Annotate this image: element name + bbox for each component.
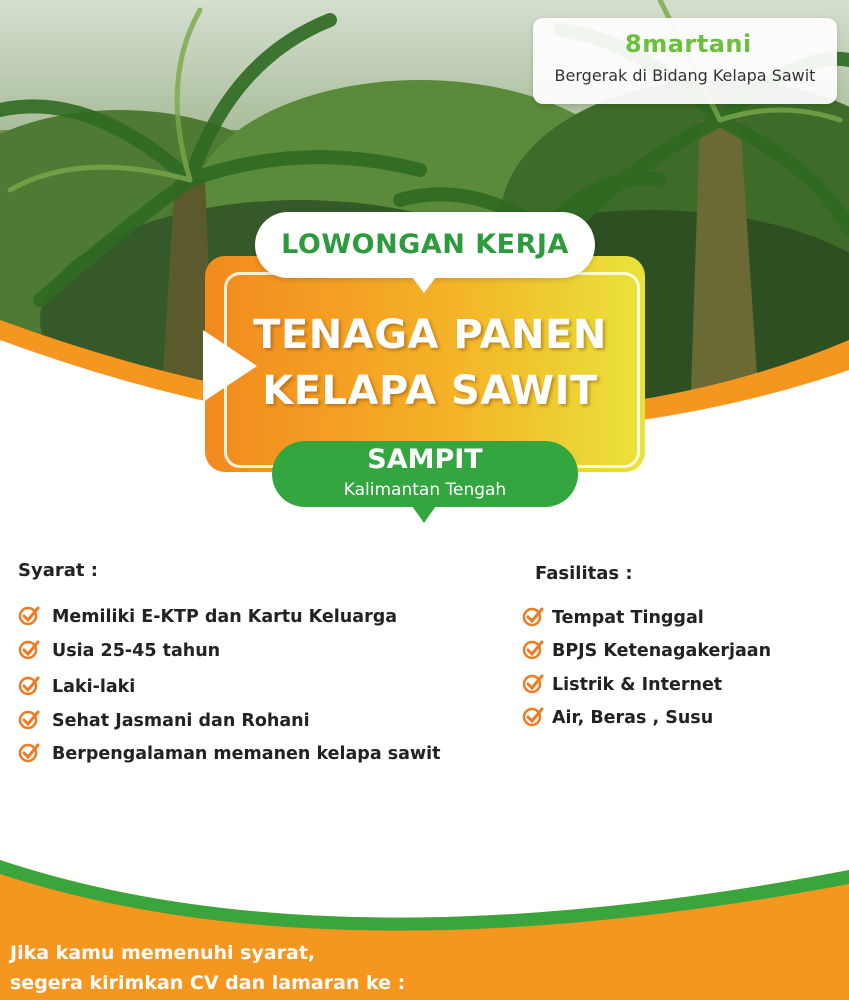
list-item: Tempat Tinggal xyxy=(522,605,704,628)
job-title-line-2: KELAPA SAWIT xyxy=(262,368,598,414)
list-item: Air, Beras , Susu xyxy=(522,705,713,728)
check-circle-icon xyxy=(522,638,544,660)
location-region: Kalimantan Tengah xyxy=(343,480,507,500)
job-title-line-1: TENAGA PANEN xyxy=(253,312,607,358)
badge-pointer xyxy=(412,277,436,293)
check-circle-icon xyxy=(522,605,544,627)
job-vacancy-badge xyxy=(255,212,595,278)
facilities-heading: Fasilitas : xyxy=(535,563,633,584)
check-circle-icon xyxy=(522,672,544,694)
requirements-heading: Syarat : xyxy=(18,560,98,581)
cta-line-2: segera kirimkan CV dan lamaran ke : xyxy=(10,972,406,994)
check-circle-icon xyxy=(18,708,40,730)
check-circle-icon xyxy=(18,604,40,626)
list-item: Berpengalaman memanen kelapa sawit xyxy=(18,741,441,764)
check-circle-icon xyxy=(18,674,40,696)
check-circle-icon xyxy=(522,705,544,727)
brand-box xyxy=(533,18,837,104)
list-item: BPJS Ketenagakerjaan xyxy=(522,638,771,661)
brand-logo: 8martani xyxy=(625,30,752,58)
list-item: Sehat Jasmani dan Rohani xyxy=(18,708,310,731)
cta-line-1: Jika kamu memenuhi syarat, xyxy=(10,942,316,964)
list-item: Laki-laki xyxy=(18,674,135,697)
check-circle-icon xyxy=(18,638,40,660)
list-item: Usia 25-45 tahun xyxy=(18,638,220,661)
list-item: Listrik & Internet xyxy=(522,672,722,695)
check-circle-icon xyxy=(18,741,40,763)
list-item: Memiliki E-KTP dan Kartu Keluarga xyxy=(18,604,397,627)
location-city: SAMPIT xyxy=(367,444,483,475)
location-badge xyxy=(272,441,578,507)
location-pointer xyxy=(412,506,436,523)
job-vacancy-label: LOWONGAN KERJA xyxy=(281,229,569,260)
brand-tagline: Bergerak di Bidang Kelapa Sawit xyxy=(554,66,816,85)
